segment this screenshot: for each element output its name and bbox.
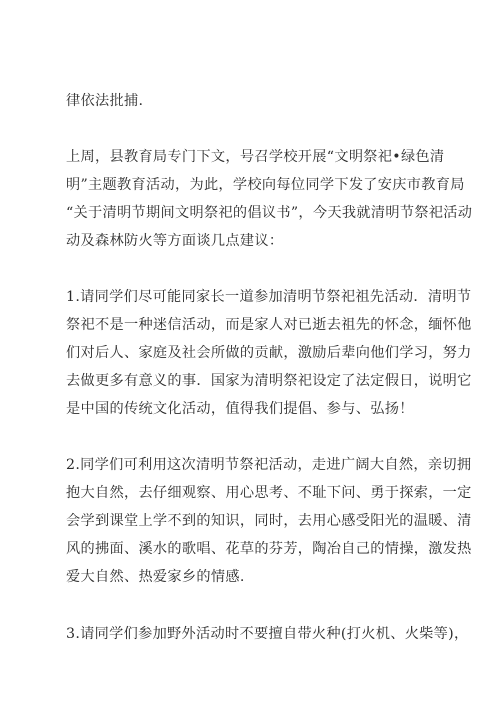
paragraph-2-line-1: 上周，县教育局专门下文，号召学校开展“文明祭祀•绿色清 [66,149,445,165]
paragraph-4-line-2: 抱大自然，去仔细观察、用心思考、不耻下问、勇于探索，一定 [66,485,472,501]
paragraph-3-line-5: 是中国的传统文化活动，值得我们提倡、参与、弘扬！ [66,401,414,417]
paragraph-2-line-4: 动及森林防火等方面谈几点建议： [66,233,284,249]
paragraph-2-line-3: “关于清明节期间文明祭祀的倡议书”，今天我就清明节祭祀活动 [66,205,473,221]
paragraph-5-line-1: 3.请同学们参加野外活动时不要擅自带火种(打火机、火柴等)， [66,626,469,642]
paragraph-4-line-3: 会学到课堂上学不到的知识，同时，去用心感受阳光的温暖、清 [66,513,472,529]
paragraph-3-line-2: 祭祀不是一种迷信活动，而是家人对已逝去祖先的怀念，缅怀他 [66,317,472,333]
paragraph-3-line-1: 1.请同学们尽可能同家长一道参加清明节祭祀祖先活动．清明节 [66,289,472,305]
paragraph-4-line-1: 2.同学们可利用这次清明节祭祀活动，走进广阔大自然，亲切拥 [66,457,472,473]
paragraph-2-line-2: 明”主题教育活动，为此，学校向每位同学下发了安庆市教育局 [66,177,465,193]
paragraph-3-line-4: 去做更多有意义的事．国家为清明祭祀设定了法定假日，说明它 [66,373,472,389]
paragraph-3-line-3: 们对后人、家庭及社会所做的贡献，激励后辈向他们学习，努力 [66,345,472,361]
paragraph-4-line-5: 爱大自然、热爱家乡的情感. [66,569,245,585]
paragraph-1-line-1: 律依法批捕. [66,93,144,109]
paragraph-4-line-4: 风的拂面、溪水的歌唱、花草的芬芳，陶冶自己的情操，激发热 [66,541,472,557]
